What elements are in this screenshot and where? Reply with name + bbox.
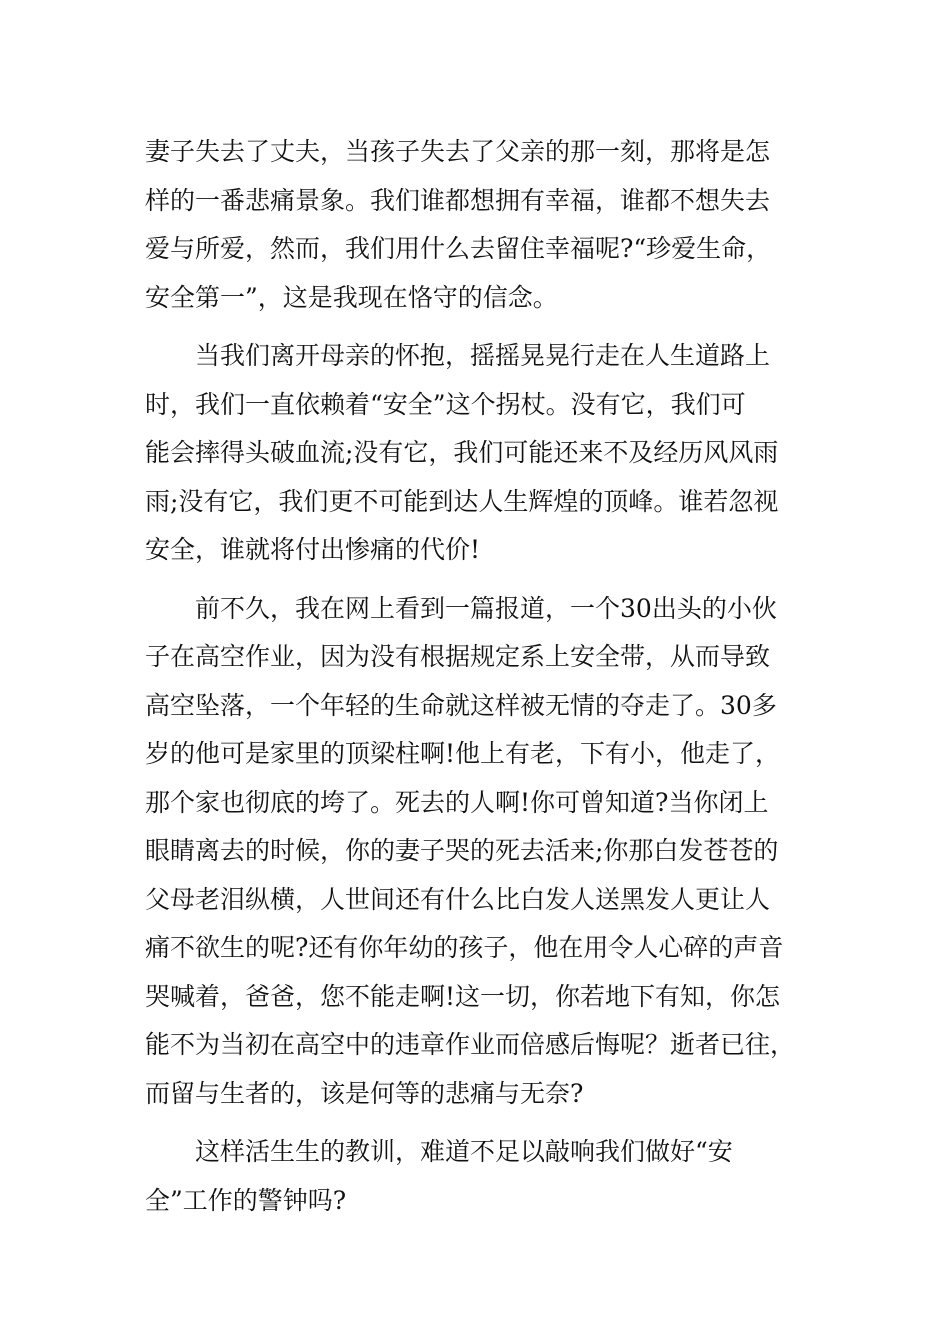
text-line: 能不为当初在高空中的违章作业而倍感后悔呢？逝者已往， — [145, 1030, 796, 1059]
text-line: 当我们离开母亲的怀抱，摇摇晃晃行走在人生道路上 — [145, 341, 771, 370]
text-line: 前不久，我在网上看到一篇报道，一个30出头的小伙 — [145, 593, 777, 623]
paragraph-3 — [145, 585, 835, 1119]
text-line: 全”工作的警钟吗? — [145, 1185, 347, 1215]
text-line: 爱与所爱，然而，我们用什么去留住幸福呢?“珍爱生命， — [145, 234, 772, 263]
paragraph-gap — [145, 575, 835, 585]
text-line: 岁的他可是家里的顶梁柱啊!他上有老，下有小，他走了， — [145, 739, 781, 768]
text-line: 安全，谁就将付出惨痛的代价! — [145, 535, 481, 564]
text-line: 能会摔得头破血流;没有它，我们可能还来不及经历风风雨 — [145, 438, 779, 467]
text-line: 样的一番悲痛景象。我们谁都想拥有幸福，谁都不想失去 — [145, 185, 771, 215]
text-line: 时，我们一直依赖着“安全”这个拐杖。没有它，我们可 — [145, 389, 746, 419]
text-line: 安全第一”，这是我现在恪守的信念。 — [145, 282, 558, 312]
text-line: 妻子失去了丈夫，当孩子失去了父亲的那一刻，那将是怎 — [145, 137, 771, 166]
paragraph-2 — [145, 332, 835, 575]
text-line: 这样活生生的教训，难道不足以敲响我们做好“安 — [145, 1137, 733, 1166]
text-line: 父母老泪纵横，人世间还有什么比白发人送黑发人更让人 — [145, 884, 771, 914]
text-line: 眼睛离去的时候，你的妻子哭的死去活来;你那白发苍苍的 — [145, 836, 779, 865]
text-line: 雨;没有它，我们更不可能到达人生辉煌的顶峰。谁若忽视 — [145, 486, 779, 516]
text-line: 高空坠落，一个年轻的生命就这样被无情的夺走了。30多 — [145, 690, 777, 720]
paragraph-4 — [145, 1128, 835, 1225]
text-line: 痛不欲生的呢?还有你年幼的孩子，他在用令人心碎的声音 — [145, 933, 784, 962]
paragraph-gap — [145, 1118, 835, 1128]
paragraph-1 — [145, 128, 835, 322]
text-line: 那个家也彻底的垮了。死去的人啊!你可曾知道?当你闭上 — [145, 787, 769, 817]
paragraph-gap — [145, 322, 835, 332]
text-line: 而留与生者的，该是何等的悲痛与无奈? — [145, 1078, 584, 1108]
document-body — [145, 128, 835, 1225]
text-line: 哭喊着，爸爸，您不能走啊!这一切，你若地下有知，你怎 — [145, 981, 781, 1011]
text-line: 子在高空作业，因为没有根据规定系上安全带，从而导致 — [145, 642, 771, 671]
